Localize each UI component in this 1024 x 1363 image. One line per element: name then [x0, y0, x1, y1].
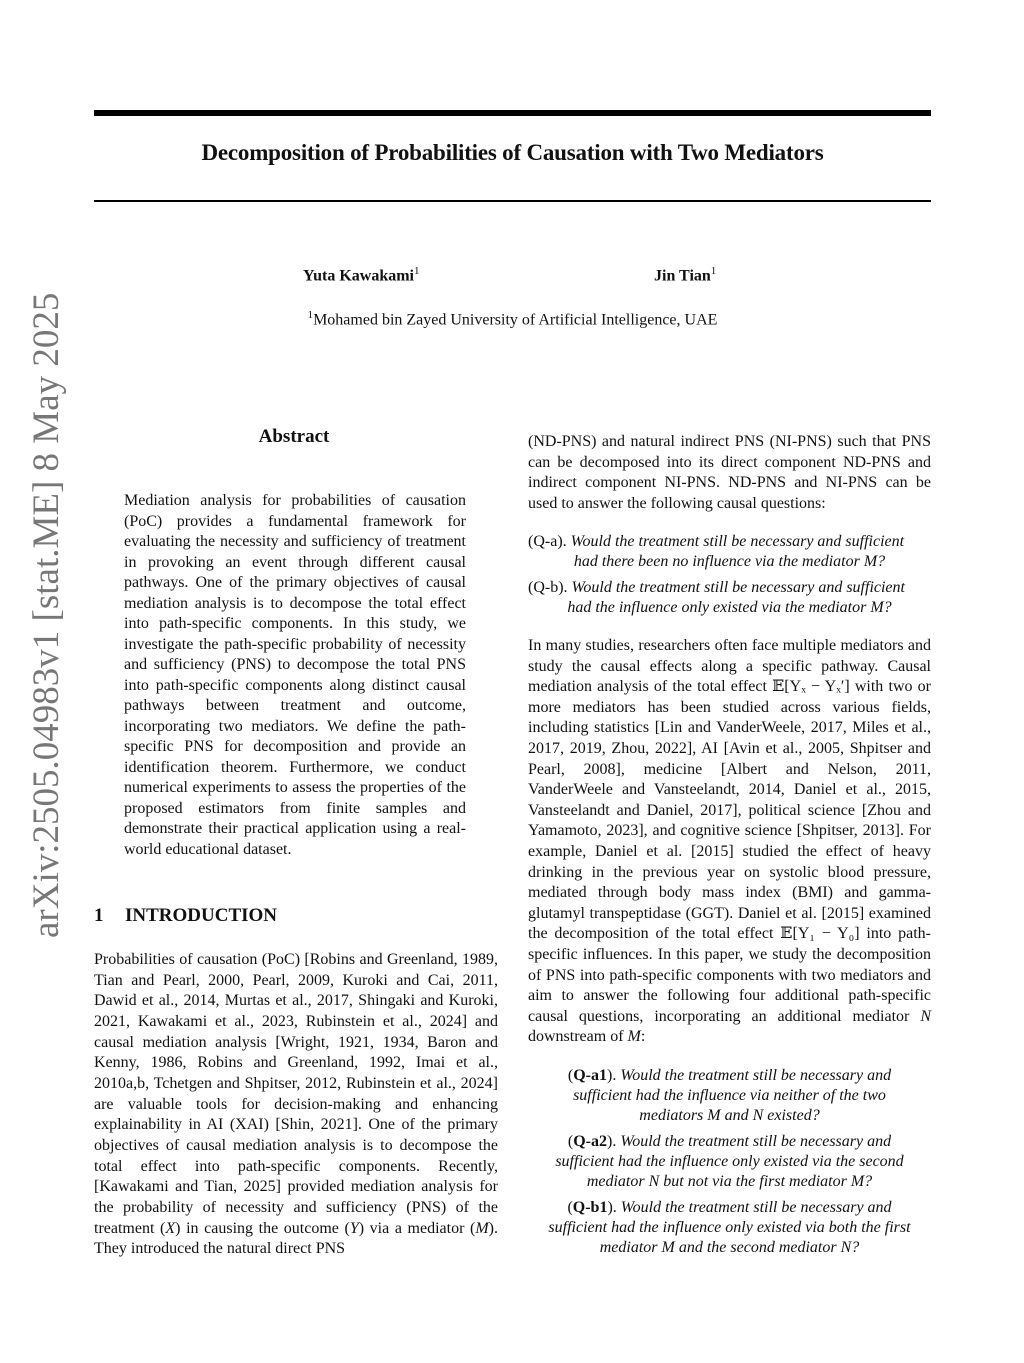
abstract-heading: Abstract — [258, 426, 330, 447]
author-2: Jin Tian$^1$ — [654, 265, 717, 285]
expectation-expr-2: 𝔼[Y₁ − Y₀] — [780, 925, 860, 943]
question-q-a1: (Q-a1). Would the treatment still be necessary and sufficient had the influence via neither of the two mediators M and N existed? — [567, 1067, 892, 1124]
affiliation: $^1$Mohamed bin Zayed University of Artificial Intelligence, UAE — [307, 309, 718, 329]
section-heading-introduction: 1 INTRODUCTION — [94, 905, 278, 926]
right-column-paragraph-2: In many studies, researchers often face multiple mediators and study the causal effects along a specific pathway. Causal mediation analysis of the total effect 𝔼[Yₓ − Yₓ′] with two or more mediators has been studied across various fields, including statistics [Lin and VanderWeele, 2017, Miles et al., 2017, 2019, Zhou, 2022], AI [Avin et al., 2005, Shpitser and Pearl, 2008], medicine [Albert and Nelson, 2011, VanderWeele and Vansteelandt, 2014, Daniel et al., 2015, Vansteelandt and Daniel, 2017], political science [Zhou and Yamamoto, 2023], and cognitive science [Shpitser, 2013]. For example, Daniel et al. [2015] studied the effect of heavy drinking in the previous year on systolic blood pressure, mediated through body mass index (BMI) and gamma-glutamyl transpeptidase (GGT). Daniel et al. [2015] examined the decomposition of the total effect 𝔼[Y₁ − Y₀] into path-specific influences. In this paper, we study the decomposition of PNS into path-specific components with two mediators and aim to answer the following four additional path-specific causal questions, incorporating an additional mediator N downstream of M: — [528, 637, 932, 1046]
abstract-body: Mediation analysis for probabilities of causation (PoC) provides a fundamental framework for evaluating the necessity and sufficiency of treatment in provoking an event through different causal pathways. One of the primary objectives of causal mediation analysis is to decompose the total effect into path-specific components. In this study, we investigate the path-specific probability of necessity and sufficiency (PNS) to decompose the total PNS into path-specific components along distinct causal pathways between treatment and outcome, incorporating two mediators. We define the path-specific PNS for decomposition and provide an identification theorem. Furthermore, we conduct numerical experiments to assess the properties of the proposed estimators from finite samples and demonstrate their practical application using a real-world educational dataset. — [124, 492, 466, 858]
expectation-expr-1: 𝔼[Yₓ − Yₓ′] — [772, 678, 850, 696]
title-bottom-rule — [94, 200, 931, 202]
paper-title: Decomposition of Probabilities of Causation with Two Mediators — [201, 140, 824, 165]
question-q-a: (Q-a). Would the treatment still be necessary and sufficient had there been no influence via the mediator M? — [528, 533, 905, 570]
question-q-b: (Q-b). Would the treatment still be necessary and sufficient had the influence only existed via the mediator M? — [528, 579, 905, 616]
author-1: Yuta Kawakami$^1$ — [303, 265, 420, 285]
intro-paragraph: Probabilities of causation (PoC) [Robins and Greenland, 1989, Tian and Pearl, 2000, Pearl, 2009, Kuroki and Cai, 2011, Dawid et al., 2014, Murtas et al., 2017, Shingaki and Kuroki, 2021, Kawakami et al., 2023, Rubinstein et al., 2024] and causal mediation analysis [Wright, 1921, 1934, Baron and Kenny, 1986, Robins and Greenland, 1992, Imai et al., 2010a,b, Tchetgen and Shpitser, 2012, Rubinstein et al., 2024] are valuable tools for decision-making and enhancing explainability in AI (XAI) [Shin, 2021]. One of the primary objectives of causal mediation analysis is to decompose the total effect into path-specific components. Recently, [Kawakami and Tian, 2025] provided mediation analysis for the probability of necessity and sufficiency (PNS) of the treatment (X) in causing the outcome (Y) via a mediator (M). They introduced the natural direct PNS — [94, 951, 498, 1258]
top-rule — [94, 110, 931, 116]
arxiv-stamp: arXiv:2505.04983v1 [stat.ME] 8 May 2025 — [26, 292, 67, 938]
question-q-b1: (Q-b1). Would the treatment still be necessary and sufficient had the influence only existed via both the first mediator M and the second mediator N? — [548, 1199, 911, 1256]
right-column-paragraph-1: (ND-PNS) and natural indirect PNS (NI-PNS) such that PNS can be decomposed into its direct component ND-PNS and indirect component NI-PNS. ND-PNS and NI-PNS can be used to answer the following causal questions: — [528, 433, 931, 512]
question-q-a2: (Q-a2). Would the treatment still be necessary and sufficient had the influence only existed via the second mediator N but not via the first mediator M? — [555, 1133, 904, 1190]
